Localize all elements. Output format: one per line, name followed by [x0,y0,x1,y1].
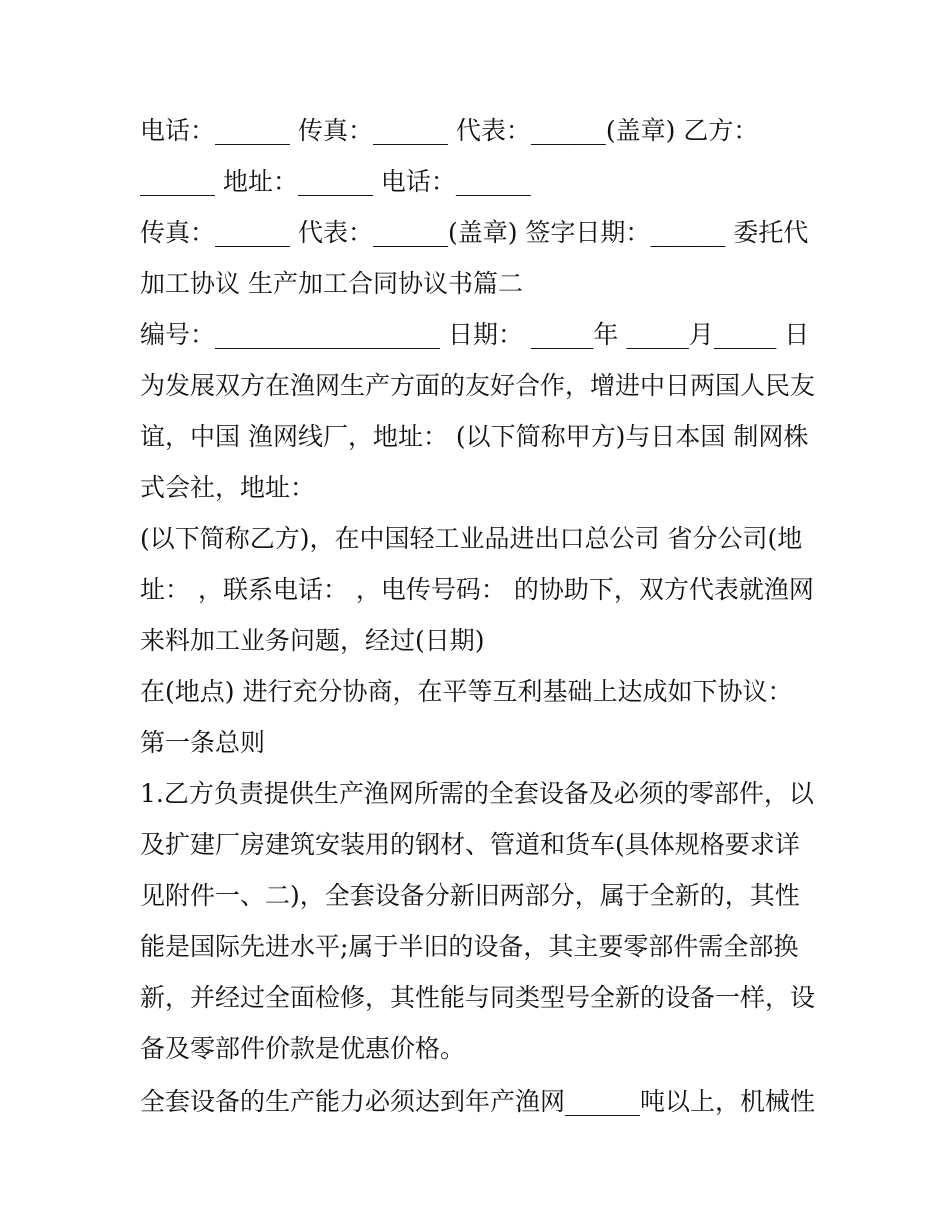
text-line: 址： ，联系电话： ，电传号码： 的协助下，双方代表就渔网 [140,575,814,604]
text-line: 在(地点) 进行充分协商，在平等互利基础上达成如下协议： [140,677,793,706]
text-line: 式会社，地址： [140,473,316,502]
text-line: 备及零部件价款是优惠价格。 [140,1034,466,1063]
text-line: (以下简称乙方)，在中国轻工业品进出口总公司 省分公司(地 [140,524,803,553]
text-line: 为发展双方在渔网生产方面的友好合作，增进中日两国人民友 [140,371,816,400]
section-heading: 第一条总则 [140,728,266,757]
text-line: 及扩建厂房建筑安装用的钢材、管道和货车(具体规格要求详 [140,830,800,859]
document-body [140,108,820,1130]
text-line: 谊，中国 渔网线厂，地址： (以下简称甲方)与日本国 制网株 [140,422,809,451]
text-line: 新，并经过全面检修，其性能与同类型号全新的设备一样，设 [140,983,816,1012]
text-line: 全套设备的生产能力必须达到年产渔网______吨以上，机械性 [140,1087,816,1116]
text-line: 电话：______ 传真：______ 代表：______(盖章) 乙方： [140,116,759,145]
text-line: 传真：______ 代表：______(盖章) 签字日期：______ 委托代 [140,218,809,247]
text-line: ______ 地址：______ 电话：______ [140,167,531,196]
text-line: 见附件一、二)，全套设备分新旧两部分，属于全新的，其性 [140,881,800,910]
text-line: 能是国际先进水平;属于半旧的设备，其主要零部件需全部换 [140,932,799,961]
text-line: 加工协议 生产加工合同协议书篇二 [140,269,523,298]
text-line: 1.乙方负责提供生产渔网所需的全套设备及必须的零部件，以 [140,779,814,808]
text-line: 来料加工业务问题，经过(日期) [140,626,485,655]
text-line: 编号：__________________ 日期： _____年 _____月_____ 日 [140,320,810,349]
